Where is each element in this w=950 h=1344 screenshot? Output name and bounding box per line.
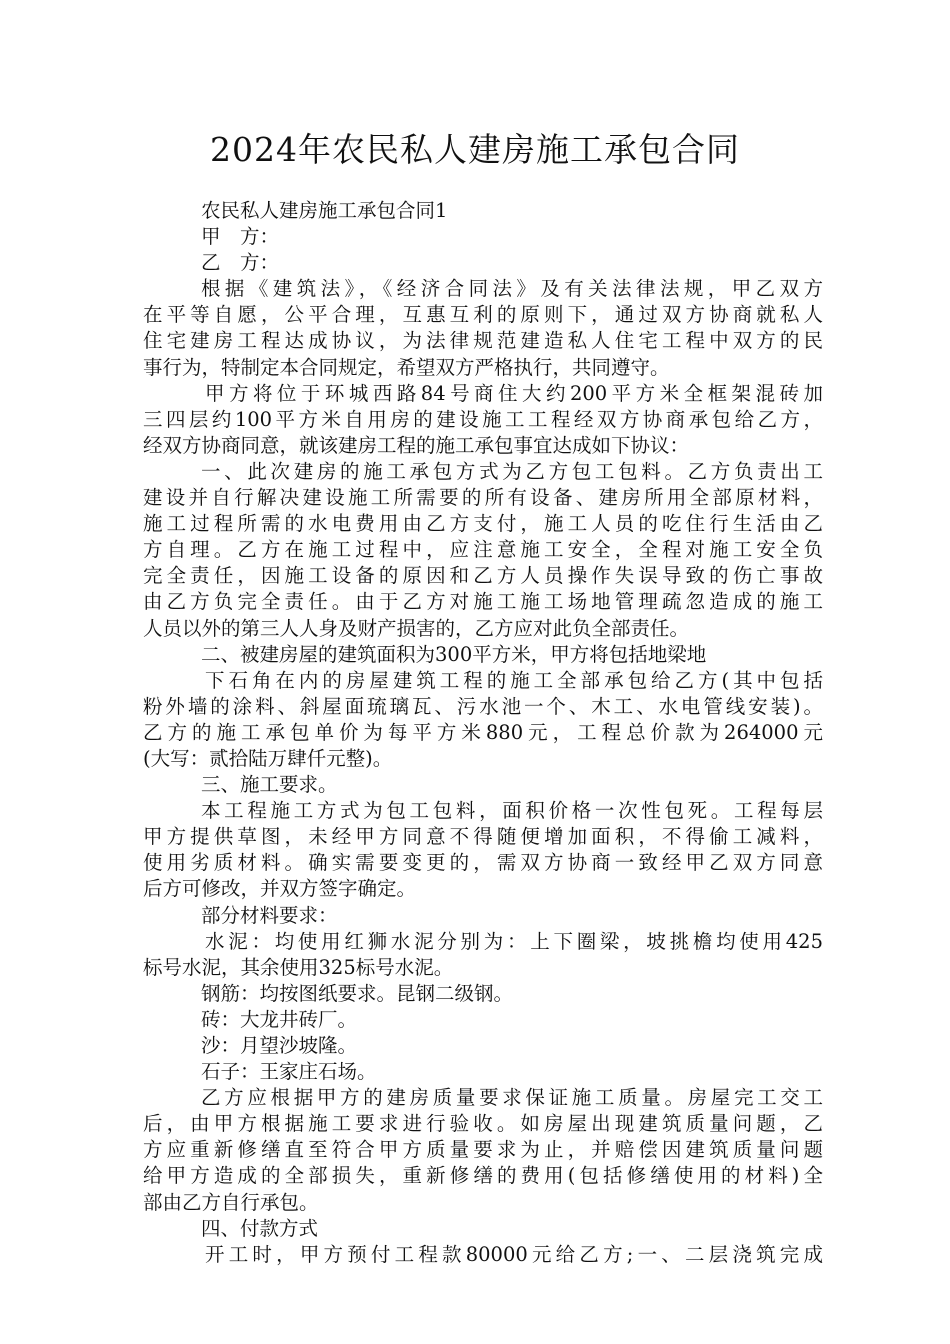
text-line: 粉外墙的涂料、斜屋面琉璃瓦、污水池一个、木工、水电管线安装)。 bbox=[143, 694, 823, 718]
text-line: 水泥：均使用红狮水泥分别为：上下圈梁，坡挑檐均使用425 bbox=[205, 929, 823, 953]
text-line: 方自理。乙方在施工过程中，应注意施工安全，全程对施工安全负 bbox=[143, 538, 823, 562]
text-line: 钢筋：均按图纸要求。昆钢二级钢。 bbox=[201, 981, 514, 1005]
text-line: 使用劣质材料。确实需要变更的，需双方协商一致经甲乙双方同意 bbox=[143, 851, 823, 875]
text-line: 石子：王家庄石场。 bbox=[201, 1060, 377, 1084]
text-line: 下石角在内的房屋建筑工程的施工全部承包给乙方(其中包括 bbox=[205, 668, 823, 692]
document-body bbox=[143, 198, 823, 1268]
text-line: 给甲方造成的全部损失，重新修缮的费用(包括修缮使用的材料)全 bbox=[143, 1164, 823, 1188]
text-line: 后方可修改，并双方签字确定。 bbox=[143, 877, 417, 901]
text-line: 甲方将位于环城西路84号商住大约200平方米全框架混砖加 bbox=[205, 381, 823, 405]
text-line: 人员以外的第三人人身及财产损害的，乙方应对此负全部责任。 bbox=[143, 616, 690, 640]
text-line: 后，由甲方根据施工要求进行验收。如房屋出现建筑质量问题，乙 bbox=[143, 1112, 823, 1136]
text-line: (大写：贰拾陆万肆仟元整)。 bbox=[143, 746, 393, 770]
text-line: 部由乙方自行承包。 bbox=[143, 1190, 319, 1214]
text-line: 标号水泥，其余使用325标号水泥。 bbox=[143, 955, 454, 979]
text-line: 甲 方： bbox=[201, 225, 280, 249]
text-line: 二、被建房屋的建筑面积为300平方米，甲方将包括地梁地 bbox=[201, 642, 707, 666]
text-line: 建设并自行解决建设施工所需要的所有设备、建房所用全部原材料， bbox=[143, 486, 823, 510]
text-line: 在平等自愿，公平合理，互惠互利的原则下，通过双方协商就私人 bbox=[143, 303, 823, 327]
text-line: 三四层约100平方米自用房的建设施工工程经双方协商承包给乙方， bbox=[143, 407, 823, 431]
text-line: 砖：大龙井砖厂。 bbox=[201, 1007, 358, 1031]
text-line: 乙方应根据甲方的建房质量要求保证施工质量。房屋完工交工 bbox=[201, 1086, 823, 1110]
document-title: 2024年农民私人建房施工承包合同 bbox=[210, 130, 740, 169]
text-line: 事行为，特制定本合同规定，希望双方严格执行，共同遵守。 bbox=[143, 355, 670, 379]
text-line: 根据《建筑法》，《经济合同法》及有关法律法规，甲乙双方 bbox=[201, 277, 823, 301]
text-line: 本工程施工方式为包工包料，面积价格一次性包死。工程每层 bbox=[201, 799, 823, 823]
text-line: 住宅建房工程达成协议，为法律规范建造私人住宅工程中双方的民 bbox=[143, 329, 823, 353]
text-line: 由乙方负完全责任。由于乙方对施工施工场地管理疏忽造成的施工 bbox=[143, 590, 823, 614]
text-line: 部分材料要求： bbox=[201, 903, 338, 927]
text-line: 乙方的施工承包单价为每平方米880元，工程总价款为264000元 bbox=[143, 720, 823, 744]
text-line: 方应重新修缮直至符合甲方质量要求为止，并赔偿因建筑质量问题 bbox=[143, 1138, 823, 1162]
text-line: 开工时，甲方预付工程款80000元给乙方;一、二层浇筑完成 bbox=[205, 1242, 823, 1266]
text-line: 完全责任，因施工设备的原因和乙方人员操作失误导致的伤亡事故 bbox=[143, 564, 823, 588]
text-line: 经双方协商同意，就该建房工程的施工承包事宜达成如下协议： bbox=[143, 433, 690, 457]
text-line: 乙 方： bbox=[201, 251, 280, 275]
text-line: 沙：月望沙坡隆。 bbox=[201, 1034, 358, 1057]
text-line: 一、此次建房的施工承包方式为乙方包工包料。乙方负责出工 bbox=[201, 459, 823, 483]
text-line: 三、施工要求。 bbox=[201, 773, 338, 797]
text-line: 施工过程所需的水电费用由乙方支付，施工人员的吃住行生活由乙 bbox=[143, 512, 823, 536]
text-line: 四、付款方式 bbox=[201, 1216, 319, 1240]
text-line: 农民私人建房施工承包合同1 bbox=[201, 199, 448, 222]
text-line: 甲方提供草图，未经甲方同意不得随便增加面积，不得偷工减料， bbox=[143, 825, 823, 849]
